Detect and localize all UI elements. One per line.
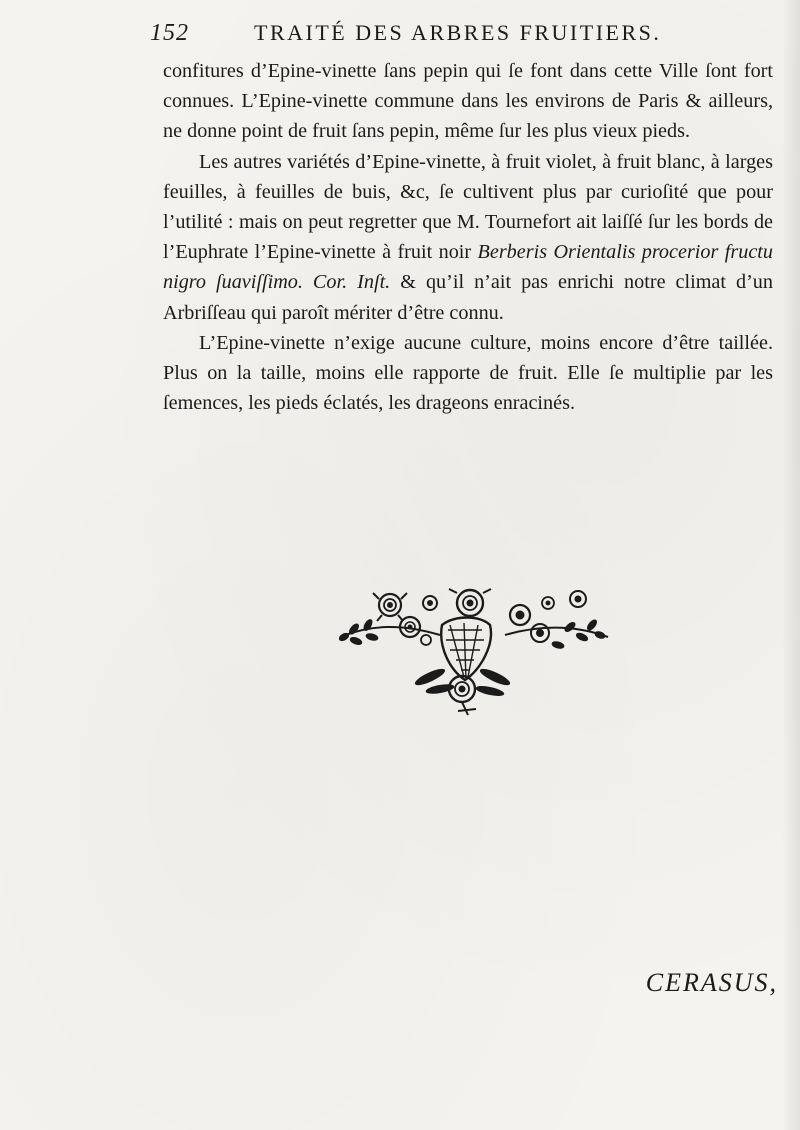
page-edge-shadow: [782, 0, 800, 1130]
page-header: [150, 18, 710, 48]
paragraph-2: [163, 147, 773, 328]
floral-vignette-icon: [330, 585, 615, 720]
paragraph-2-tail: & qu’il n’ait pas enrichi notre climat d’un Arbriſſeau qui paroît mériter d’être connu.: [163, 271, 773, 324]
running-title: TRAITÉ DES ARBRES FRUITIERS.: [254, 20, 662, 45]
body-text: [163, 56, 773, 418]
page-number: 152: [150, 20, 189, 46]
latin-botanical-name: Berberis Orientalis procerior fructu nigro ſuaviſſimo. Cor. Inſt.: [163, 241, 773, 294]
catchword: CERASUS,: [645, 968, 778, 997]
paragraph-2-text: Les autres variétés d’Epine-vinette, à fruit violet, à fruit blanc, à larges feuilles, à feuilles de buis, &c, ſe cultivent plus par curioſité que pour l’utilité : mais on peut regretter que M. Tournefort ait laiſſé ſur les bords de l’Euphrate l’Epine-vinette à fruit noir: [163, 150, 773, 264]
paragraph-3: L’Epine-vinette n’exige aucune culture, moins encore d’être taillée. Plus on la taille, moins elle rapporte de fruit. Elle ſe multiplie par les ſemences, les pieds éclatés, les drageons enracinés.: [163, 331, 773, 415]
paragraph-1: confitures d’Epine-vinette ſans pepin qui ſe font dans cette Ville ſont fort connues. L’Epine-vinette commune dans les environs de Paris & ailleurs, ne donne point de fruit ſans pepin, même ſur les plus vieux pieds.: [163, 60, 773, 143]
